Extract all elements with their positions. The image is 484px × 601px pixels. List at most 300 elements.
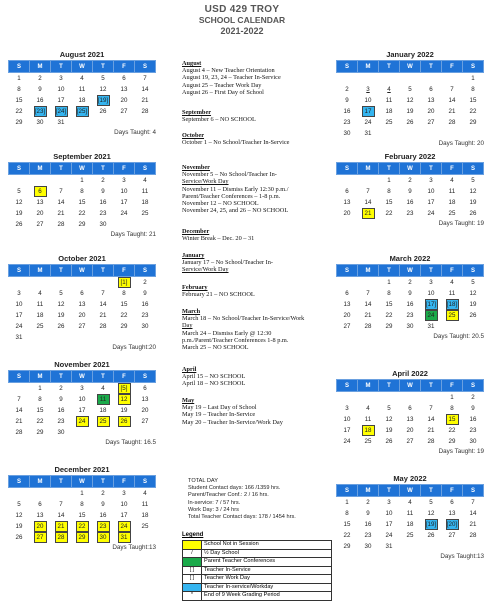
weekday-header: S [9,163,30,175]
notes-heading: February [182,284,208,291]
day-cell [72,532,93,543]
day-number: 9 [471,405,475,412]
total-days-summary [188,478,338,521]
day-number: 14 [57,512,65,519]
day-cell [93,84,114,95]
day-number: 25 [406,532,414,539]
day-cell [72,106,93,117]
day-number: 4 [450,177,454,184]
day-number: 17 [362,106,375,117]
day-number: 13 [406,416,414,423]
day-cell [30,208,51,219]
day-cell [421,197,442,208]
day-number: 2 [143,279,147,286]
day-number: 31 [427,323,435,330]
day-number: 25 [97,416,110,427]
day-cell [93,416,114,427]
day-cell [463,208,484,219]
weekday-header: F [114,61,135,73]
legend-label: End of 9 Week Grading Period [202,592,332,601]
day-number: 4 [450,279,454,286]
day-number: 22 [343,532,351,539]
day-number: 28 [469,532,477,539]
day-cell [51,208,72,219]
day-cell [135,332,156,343]
day-number: 15 [385,301,393,308]
day-cell [51,321,72,332]
day-cell [400,117,421,128]
note-line: November 5 – No School/Teacher In- [182,171,277,179]
day-cell [72,186,93,197]
day-number: 11 [364,416,372,423]
day-cell [421,310,442,321]
day-number: 11 [406,510,414,517]
legend-swatch: / [183,549,202,558]
day-cell [337,175,358,187]
day-number: 10 [364,97,372,104]
day-number: 30 [99,221,107,228]
day-cell [337,128,358,139]
week-row [9,186,156,197]
day-number: 14 [15,407,23,414]
week-row [337,288,484,299]
day-number: 3 [17,290,21,297]
month-title: March 2022 [389,254,431,263]
weekday-header: W [72,476,93,488]
legend-row [183,575,332,584]
day-cell [442,128,463,139]
day-number: 10 [385,510,393,517]
weekday-header: T [421,380,442,392]
day-number: 8 [387,188,391,195]
day-number: 25 [446,310,459,321]
month-calendar-oct [8,254,156,351]
weekday-header: T [379,61,400,73]
week-row [9,84,156,95]
month-calendar-apr [336,369,484,455]
day-cell [72,117,93,128]
day-cell [463,519,484,530]
day-cell [421,175,442,187]
day-number: 8 [122,290,126,297]
day-cell [30,219,51,230]
day-cell [93,394,114,405]
week-row [337,310,484,321]
day-cell [442,106,463,117]
day-cell [93,117,114,128]
notes-heading: October [182,132,205,139]
weekday-header: M [30,61,51,73]
day-number: 11 [97,394,110,405]
day-cell [400,128,421,139]
day-number: 20 [343,210,351,217]
day-cell [463,95,484,106]
day-number: 6 [450,499,454,506]
day-cell [379,95,400,106]
notes-may [182,397,322,426]
day-cell [463,84,484,95]
day-cell [9,277,30,289]
day-cell [114,427,135,438]
day-number: 10 [57,86,65,93]
day-cell [72,321,93,332]
day-number: 20 [78,312,86,319]
day-number: 3 [366,86,370,93]
weekday-header: W [400,61,421,73]
day-number: 2 [408,279,412,286]
day-number: 8 [471,86,475,93]
day-cell [379,508,400,519]
day-cell [114,405,135,416]
day-number: 6 [143,385,147,392]
day-number: 7 [59,501,63,508]
week-row [9,405,156,416]
day-cell [93,219,114,230]
day-number: 22 [36,418,44,425]
day-cell [72,299,93,310]
weekday-header: S [463,163,484,175]
day-cell [93,427,114,438]
day-cell [358,519,379,530]
weekday-header: T [93,163,114,175]
day-number: 4 [366,405,370,412]
day-cell [114,332,135,343]
weekday-header: T [51,163,72,175]
day-cell [463,186,484,197]
day-cell [442,299,463,310]
day-cell [337,186,358,197]
day-cell [114,394,135,405]
weekday-header: F [114,265,135,277]
day-cell [442,436,463,447]
day-number: 4 [143,177,147,184]
weekday-header: M [30,476,51,488]
day-cell [51,310,72,321]
day-cell [358,106,379,117]
day-number: 29 [343,543,351,550]
weekday-header: M [30,163,51,175]
day-cell [93,186,114,197]
day-cell [114,186,135,197]
day-number: 6 [408,405,412,412]
day-cell [337,299,358,310]
day-cell [442,310,463,321]
day-cell [93,208,114,219]
legend-swatch: [ ] [183,575,202,584]
day-cell [72,405,93,416]
day-cell [463,414,484,425]
day-cell [442,414,463,425]
day-number: 30 [141,323,149,330]
day-number: 1 [80,177,84,184]
day-number: 30 [97,532,110,543]
day-cell [30,321,51,332]
day-number: 26 [406,119,414,126]
day-number: 21 [141,97,149,104]
day-cell [72,197,93,208]
day-cell [358,310,379,321]
week-row [337,95,484,106]
day-number: 14 [57,199,65,206]
weekday-header: T [93,371,114,383]
day-number: 15 [469,97,477,104]
day-number: 6 [345,290,349,297]
day-number: 14 [141,86,149,93]
day-cell [51,106,72,117]
day-number: 11 [448,290,456,297]
day-cell [337,403,358,414]
weekday-header: W [72,163,93,175]
day-cell [421,403,442,414]
day-cell [379,117,400,128]
legend-table [182,540,332,601]
week-row [9,219,156,230]
day-number: 12 [99,86,107,93]
day-number: 8 [345,510,349,517]
week-row [337,117,484,128]
day-cell [30,288,51,299]
day-cell [358,497,379,509]
day-cell [30,427,51,438]
day-number: 13 [448,510,456,517]
day-cell [9,532,30,543]
day-number: 3 [387,499,391,506]
totals-line: Parent/Teacher Conf.: 2 / 16 hrs. [188,492,269,499]
day-cell [114,310,135,321]
week-row [9,95,156,106]
day-cell [379,497,400,509]
day-cell [400,541,421,552]
day-cell [400,403,421,414]
weekday-header: T [93,265,114,277]
day-cell [379,519,400,530]
legend-swatch: [ ] [183,566,202,575]
week-row [337,299,484,310]
day-cell [114,499,135,510]
day-number: 14 [364,301,372,308]
day-cell [421,73,442,85]
weekday-header: T [379,380,400,392]
week-row [9,488,156,500]
day-cell [9,117,30,128]
day-number: 13 [427,97,435,104]
day-cell [337,84,358,95]
day-cell [135,288,156,299]
day-cell [72,310,93,321]
day-cell [442,392,463,404]
week-row [9,383,156,395]
day-number: [19] [97,97,109,104]
day-number: 28 [57,221,65,228]
day-cell [9,405,30,416]
day-number: 17 [385,521,393,528]
day-cell [72,95,93,106]
day-number: 21 [427,427,435,434]
day-cell [358,95,379,106]
day-number: 12 [118,394,131,405]
week-row [337,530,484,541]
day-number: 9 [408,188,412,195]
note-line: January 17 – No School/Teacher In- [182,259,274,267]
day-cell [72,219,93,230]
day-cell [114,277,135,289]
month-calendar-feb [336,152,484,227]
day-number: 27 [406,438,414,445]
day-cell [379,277,400,289]
day-cell [442,186,463,197]
day-cell [463,310,484,321]
day-number: 26 [385,438,393,445]
day-number: 2 [345,86,349,93]
day-number: 3 [59,75,63,82]
weekday-header: S [337,265,358,277]
day-cell [358,299,379,310]
day-cell [463,541,484,552]
week-row [9,499,156,510]
day-number: 12 [57,301,65,308]
day-cell [30,532,51,543]
school-year: 2021-2022 [220,26,264,36]
days-taught: Days Taught: 20.5 [433,333,484,340]
day-number: 29 [78,221,86,228]
day-cell [135,383,156,395]
day-cell [400,508,421,519]
weekday-header: T [51,61,72,73]
weekday-header: F [442,485,463,497]
day-cell [358,84,379,95]
day-cell [51,197,72,208]
day-number: 21 [469,521,477,528]
weekday-header: W [400,265,421,277]
day-cell [358,436,379,447]
days-taught: Days Taught: 21 [110,231,156,238]
day-number: 26 [469,312,477,319]
day-cell [135,321,156,332]
day-cell [93,405,114,416]
day-cell [93,321,114,332]
day-cell [114,321,135,332]
notes-august [182,60,322,96]
day-number: 11 [141,501,149,508]
day-number: 26 [427,532,435,539]
day-number: 22 [469,108,477,115]
day-number: 29 [120,323,128,330]
day-number: 14 [427,416,435,423]
day-cell [421,392,442,404]
day-number: 5 [471,279,475,286]
day-cell [379,403,400,414]
day-cell [93,532,114,543]
note-line: August 19, 23, 24 – Teacher In-Service [182,74,281,82]
day-cell [114,532,135,543]
day-cell [30,499,51,510]
day-number: 25 [36,323,44,330]
totals-line: Work Day: 3 / 24 hrs [188,506,239,513]
day-cell [379,392,400,404]
day-cell [9,73,30,85]
day-cell [442,117,463,128]
day-number: 7 [59,188,63,195]
day-cell [51,299,72,310]
day-number: 31 [364,130,372,137]
day-cell [51,117,72,128]
day-cell [9,186,30,197]
day-number: 27 [34,532,47,543]
day-cell [442,497,463,509]
note-line: p.m./Parent/Teacher Conferences 1-8 p.m. [182,336,289,344]
weekday-header: T [421,61,442,73]
day-number: 9 [408,290,412,297]
notes-heading: March [182,308,201,315]
weekday-header: M [30,265,51,277]
day-number: 10 [343,416,351,423]
day-number: 23 [343,119,351,126]
note-line: May 20 – Teacher In-Service/Work Day [182,418,283,426]
day-number: 15 [343,521,351,528]
note-line: September 6 – NO SCHOOL [182,116,256,124]
day-number: 27 [141,418,149,425]
day-cell [93,488,114,500]
day-cell [51,532,72,543]
day-cell [379,541,400,552]
day-cell [400,519,421,530]
month-grid [336,60,484,139]
weekday-header: F [114,476,135,488]
day-cell [93,288,114,299]
note-line: March 18 – No School/Teacher In-Service/Work [182,315,305,323]
day-cell [72,84,93,95]
day-cell [51,73,72,85]
day-number: 17 [427,199,435,206]
day-cell [358,414,379,425]
day-number: 29 [36,429,44,436]
day-number: 17 [78,407,86,414]
day-cell [51,219,72,230]
day-cell [379,73,400,85]
note-line: August 4 – New Teacher Orientation [182,67,275,75]
notes-heading: December [182,228,210,235]
day-number: 28 [427,438,435,445]
day-number: 23 [406,210,414,217]
day-number: 5 [429,499,433,506]
day-cell [421,425,442,436]
day-number: 25 [141,210,149,217]
day-number: 22 [76,521,89,532]
totals-line: Total Teacher Contact days: 178 / 1454 hrs. [188,514,296,521]
day-number: 3 [122,490,126,497]
weekday-header: S [9,61,30,73]
day-cell [135,106,156,117]
day-number: 20 [141,407,149,414]
day-number: 7 [366,290,370,297]
day-cell [463,436,484,447]
day-cell [379,414,400,425]
day-number: 18 [362,425,375,436]
day-cell [358,197,379,208]
day-cell [72,427,93,438]
day-cell [30,521,51,532]
month-grid [8,60,156,128]
day-number: 10 [15,301,23,308]
day-cell [30,277,51,289]
day-number: 1 [80,490,84,497]
day-cell [463,106,484,117]
day-number: 4 [101,385,105,392]
week-row [337,392,484,404]
day-cell [442,288,463,299]
day-number: 10 [78,396,86,403]
day-cell [358,541,379,552]
